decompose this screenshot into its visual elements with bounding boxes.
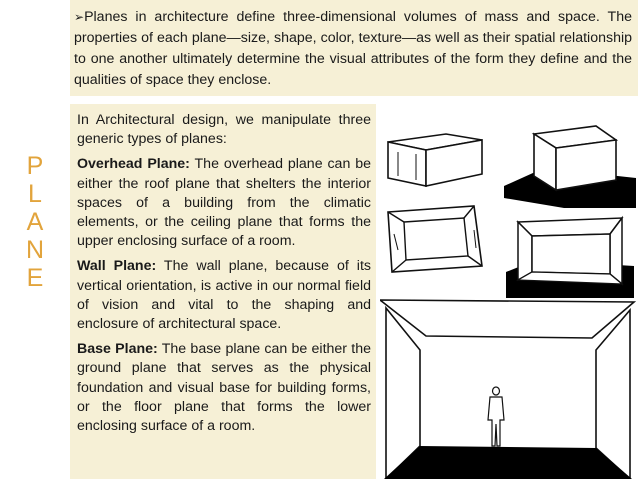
side-title-letter: P	[26, 152, 44, 180]
body-text	[77, 111, 371, 479]
side-title-letter: E	[26, 264, 44, 292]
wall-label: Wall Plane:	[77, 258, 157, 275]
box-on-base-figure	[504, 124, 636, 208]
framed-box-figure	[384, 204, 484, 274]
lead-paragraph: In Architectural design, we manipulate three generic types of planes:	[77, 112, 371, 148]
floating-box-figure	[386, 130, 486, 190]
wall-paragraph	[77, 257, 371, 334]
intro-text: Planes in architecture define three-dimensional volumes of mass and space. The properties of each plane—size, shape, color, texture—as well as their spatial relationship to one another ultimately determine the visual attributes of the form they define and the qualities of space they enclose.	[74, 9, 632, 88]
base-paragraph	[77, 340, 371, 436]
side-title-letter: L	[28, 180, 42, 208]
side-title-letter: A	[26, 208, 44, 236]
overhead-label: Overhead Plane:	[77, 156, 190, 173]
base-label: Base Plane:	[77, 341, 158, 358]
wall-text: The wall plane, because of its vertical orientation, is active in our normal field of vision and vital to the shaping and enclosure of architectural space.	[77, 258, 371, 333]
base-text: The base plane can be either the ground plane that serves as the physical foundation and visual base for building forms, or the floor plane that forms the lower enclosing surface of a room.	[77, 341, 371, 435]
open-room-figure	[506, 214, 634, 298]
side-title-letter: N	[25, 236, 45, 264]
intro-paragraph	[74, 7, 632, 91]
room-perspective-figure	[380, 296, 636, 479]
overhead-text: The overhead plane can be either the roof plane that shelters the interior spaces of a building from the climatic elements, or the ceiling plane that forms the upper enclosing surface of a room.	[77, 156, 371, 250]
overhead-paragraph	[77, 155, 371, 251]
side-title	[22, 152, 48, 292]
bullet-arrow-icon: ➢	[74, 10, 85, 24]
